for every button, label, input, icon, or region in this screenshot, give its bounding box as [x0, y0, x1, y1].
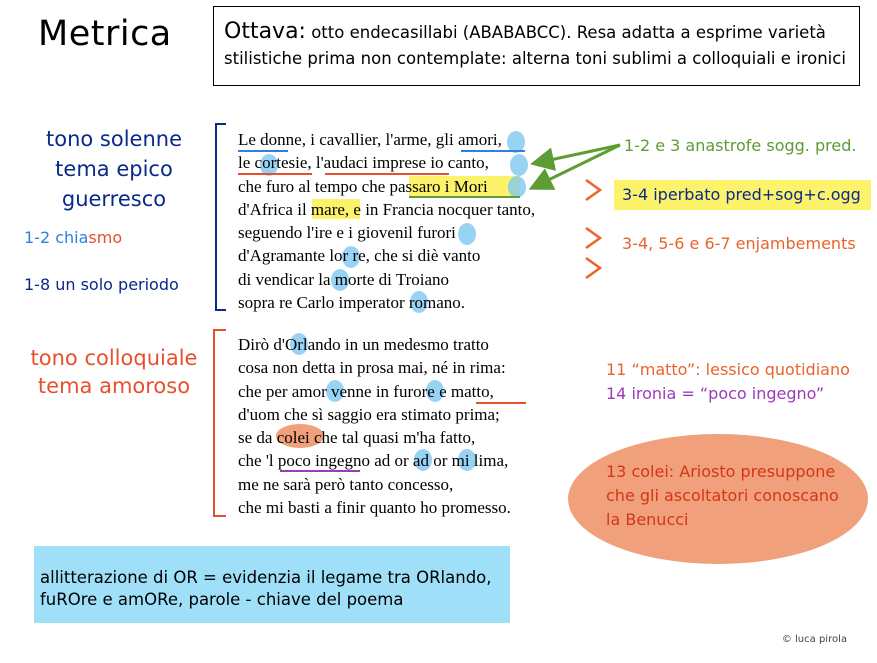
colei-note-line1: 13 colei: Ariosto presuppone: [606, 462, 836, 481]
colei-note-line3: la Benucci: [606, 510, 689, 529]
anastrofe-note: 1-2 e 3 anastrofe sogg. pred.: [624, 136, 857, 155]
verse-line: d'Agramante lor re, che si diè vanto: [238, 246, 481, 266]
copyright-text: © luca pirola: [781, 634, 847, 645]
verse-line: sopra re Carlo imperator romano.: [238, 293, 466, 313]
stanza-1: [238, 128, 535, 314]
stanza-2: [238, 333, 511, 519]
single-period-note: 1-8 un solo periodo: [24, 275, 179, 294]
allitterazione-line2: fuROre e amORe, parole - chiave del poema: [40, 590, 404, 609]
chevron-right-icon: [586, 228, 600, 248]
verse-line: seguendo l'ire e i giovenil furori: [238, 223, 456, 243]
tone-solemn-line1: tono solenne: [46, 127, 182, 151]
chevron-right-icon: [586, 180, 600, 200]
tone-solemn-line3: guerresco: [61, 187, 167, 211]
chiasmo-part1: 1-2 chia: [24, 228, 89, 247]
verse-line: di vendicar la morte di Troiano: [238, 269, 450, 289]
verse-line: che furo al tempo che passaro i Mori: [238, 176, 488, 196]
ottava-term: Ottava:: [224, 19, 306, 44]
colei-note: [606, 460, 839, 532]
iperbato-note: 3-4 iperbato pred+sog+c.ogg: [622, 185, 861, 204]
tone-solemn-line2: tema epico: [55, 157, 173, 181]
verse-line: che 'l poco ingegno ad or ad or mi lima,: [238, 451, 509, 471]
verse-line: se da colei che tal quasi m'ha fatto,: [238, 428, 476, 448]
ironia-note: 14 ironia = “poco ingegno”: [606, 384, 825, 403]
verse-line: le cortesie, l'audaci imprese io canto,: [238, 153, 489, 173]
chiasmo-part2: smo: [88, 228, 123, 247]
tone-colloquial-line1: tono colloquiale: [30, 346, 198, 370]
allitterazione-line1: allitterazione di OR = evidenzia il legame tra ORlando,: [40, 568, 492, 587]
ottava-line-2: stilistiche prima non contemplate: alterna toni sublimi a colloquiali e ironici: [224, 49, 846, 68]
tone-colloquial-line2: tema amoroso: [37, 374, 191, 398]
ottava-line1-text: otto endecasillabi (ABABABCC). Resa adatta a esprime varietà: [305, 23, 826, 42]
colei-note-line2: che gli ascoltatori conoscano: [606, 486, 839, 505]
page-title: Metrica: [38, 14, 172, 54]
verse-line: che mi basti a finir quanto ho promesso.: [238, 498, 511, 518]
chevron-right-icon: [586, 258, 600, 278]
verse-line: d'Africa il mare, e in Francia nocquer tanto,: [238, 199, 536, 219]
verse-line: d'uom che sì saggio era stimato prima;: [238, 404, 500, 424]
matto-note: 11 “matto”: lessico quotidiano: [606, 360, 850, 379]
enjambements-note: 3-4, 5-6 e 6-7 enjambements: [622, 234, 856, 253]
verse-line: Dirò d'Orlando in un medesmo tratto: [238, 335, 489, 354]
verse-line: me ne sarà però tanto concesso,: [238, 474, 454, 494]
verse-line: cosa non detta in prosa mai, né in rima:: [238, 358, 506, 378]
chevron-icons: [580, 176, 610, 286]
allitterazione-note: [40, 567, 492, 611]
verse-line: Le donne, i cavallier, l'arme, gli amori,: [238, 130, 502, 149]
verse-line: che per amor venne in furore e matto,: [238, 381, 494, 401]
